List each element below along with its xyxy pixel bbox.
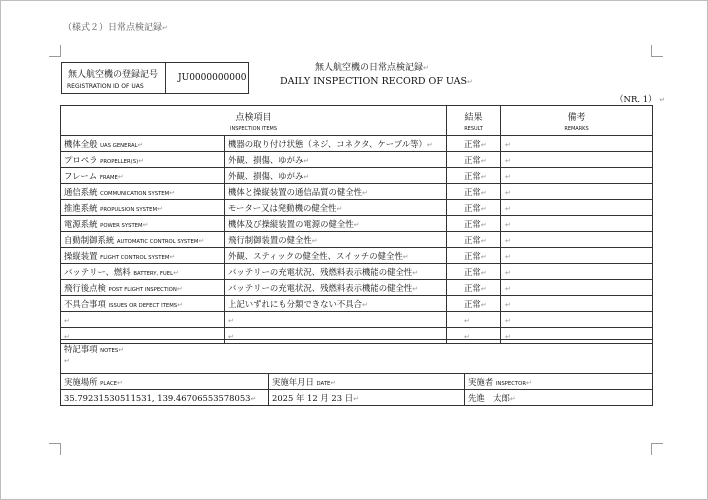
- blank-item[interactable]: ↵: [61, 312, 225, 328]
- item-result[interactable]: 正常↵: [447, 152, 501, 168]
- item-name: フレーム FRAME↵: [61, 168, 225, 184]
- item-result[interactable]: 正常↵: [447, 200, 501, 216]
- form-label: （様式２）日常点検記録↵: [63, 23, 168, 33]
- header-result: 結果 RESULT: [447, 106, 501, 136]
- date-value[interactable]: 2025 年 12 月 23 日↵: [269, 390, 465, 406]
- item-result[interactable]: 正常↵: [447, 248, 501, 264]
- table-row: [61, 264, 653, 280]
- table-row: [61, 200, 653, 216]
- item-name: 通信系統 COMMUNICATION SYSTEM↵: [61, 184, 225, 200]
- header-inspection-items: 点検項目 INSPECTION ITEMS: [61, 106, 447, 136]
- footer-label-row: [61, 374, 653, 390]
- footer-value-row: [61, 390, 653, 406]
- item-name: プロペラ PROPELLER(S)↵: [61, 152, 225, 168]
- item-name: 機体全般 UAS GENERAL↵: [61, 136, 225, 152]
- item-description: バッテリーの充電状況、残燃料表示機能の健全性↵: [225, 264, 447, 280]
- notes-row: [61, 340, 653, 374]
- inspection-table: [60, 105, 653, 344]
- item-result[interactable]: 正常↵: [447, 280, 501, 296]
- table-row: [61, 216, 653, 232]
- item-description: 飛行制御装置の健全性↵: [225, 232, 447, 248]
- item-description: 機器の取り付け状態（ネジ、コネクタ、ケーブル等）↵: [225, 136, 447, 152]
- item-result[interactable]: 正常↵: [447, 296, 501, 312]
- item-remarks[interactable]: ↵: [501, 248, 653, 264]
- item-description: 機体と操縦装置の通信品質の健全性↵: [225, 184, 447, 200]
- item-name: バッテリー、燃料 BATTERY, FUEL↵: [61, 264, 225, 280]
- item-name: 操縦装置 FLIGHT CONTROL SYSTEM↵: [61, 248, 225, 264]
- inspector-label: 実施者 INSPECTOR↵: [465, 374, 653, 390]
- table-row: [61, 152, 653, 168]
- blank-description[interactable]: ↵: [225, 312, 447, 328]
- table-row: [61, 280, 653, 296]
- item-description: 外観、スティックの健全性、スイッチの健全性↵: [225, 248, 447, 264]
- margin-corner-bottom-left: [49, 443, 61, 455]
- item-name: 推進系統 PROPULSION SYSTEM↵: [61, 200, 225, 216]
- item-description: バッテリーの充電状況、残燃料表示機能の健全性↵: [225, 280, 447, 296]
- item-result[interactable]: 正常↵: [447, 136, 501, 152]
- title-en: DAILY INSPECTION RECORD OF UAS↵: [280, 76, 473, 87]
- item-description: 機体及び操縦装置の電源の健全性↵: [225, 216, 447, 232]
- item-description: 外観、損傷、ゆがみ↵: [225, 168, 447, 184]
- blank-result[interactable]: ↵: [447, 328, 501, 344]
- table-row: [61, 136, 653, 152]
- item-remarks[interactable]: ↵: [501, 152, 653, 168]
- registration-value: JU0000000000: [178, 73, 247, 83]
- blank-remarks[interactable]: ↵: [501, 312, 653, 328]
- item-remarks[interactable]: ↵: [501, 280, 653, 296]
- table-row: [61, 168, 653, 184]
- table-row: [61, 232, 653, 248]
- registration-label-box: [61, 62, 165, 94]
- table-row: [61, 248, 653, 264]
- blank-item[interactable]: ↵: [61, 328, 225, 344]
- item-description: 外観、損傷、ゆがみ↵: [225, 152, 447, 168]
- inspector-value[interactable]: 先進 太郎↵: [465, 390, 653, 406]
- registration-value-box[interactable]: [165, 62, 249, 94]
- registration-label-jp: 無人航空機の登録記号: [68, 70, 159, 80]
- date-label: 実施年月日 DATE↵: [269, 374, 465, 390]
- title-jp: 無人航空機の日常点検記録↵: [315, 63, 429, 73]
- item-remarks[interactable]: ↵: [501, 168, 653, 184]
- item-remarks[interactable]: ↵: [501, 216, 653, 232]
- item-name: 自動制御系統 AUTOMATIC CONTROL SYSTEM↵: [61, 232, 225, 248]
- margin-corner-top-right: [651, 45, 663, 57]
- blank-description[interactable]: ↵: [225, 328, 447, 344]
- margin-corner-top-left: [49, 45, 61, 57]
- header-remarks: 備考 REMARKS: [501, 106, 653, 136]
- place-value[interactable]: 35.79231530511531, 139.46706553578053↵: [61, 390, 269, 406]
- table-row: [61, 296, 653, 312]
- item-result[interactable]: 正常↵: [447, 264, 501, 280]
- notes-cell[interactable]: 特記事項 NOTES↵ ↵: [61, 340, 653, 374]
- item-result[interactable]: 正常↵: [447, 184, 501, 200]
- item-description: モーター又は発動機の健全性↵: [225, 200, 447, 216]
- item-description: 上記いずれにも分類できない不具合↵: [225, 296, 447, 312]
- item-result[interactable]: 正常↵: [447, 232, 501, 248]
- margin-corner-bottom-right: [651, 443, 663, 455]
- item-result[interactable]: 正常↵: [447, 216, 501, 232]
- item-name: 不具合事項 ISSUES OR DEFECT ITEMS↵: [61, 296, 225, 312]
- item-remarks[interactable]: ↵: [501, 296, 653, 312]
- item-remarks[interactable]: ↵: [501, 232, 653, 248]
- item-remarks[interactable]: ↵: [501, 136, 653, 152]
- footer-table: [60, 339, 653, 406]
- registration-label-en: REGISTRATION ID OF UAS: [67, 83, 144, 90]
- table-header-row: [61, 106, 653, 136]
- table-row: [61, 184, 653, 200]
- item-result[interactable]: 正常↵: [447, 168, 501, 184]
- item-name: 電源系統 POWER SYSTEM↵: [61, 216, 225, 232]
- blank-result[interactable]: ↵: [447, 312, 501, 328]
- blank-row: [61, 312, 653, 328]
- item-remarks[interactable]: ↵: [501, 264, 653, 280]
- item-name: 飛行後点検 POST FLIGHT INSPECTION↵: [61, 280, 225, 296]
- item-remarks[interactable]: ↵: [501, 184, 653, 200]
- place-label: 実施場所 PLACE↵: [61, 374, 269, 390]
- item-remarks[interactable]: ↵: [501, 200, 653, 216]
- blank-remarks[interactable]: ↵: [501, 328, 653, 344]
- record-number: （NR. 1） ↵: [615, 95, 666, 105]
